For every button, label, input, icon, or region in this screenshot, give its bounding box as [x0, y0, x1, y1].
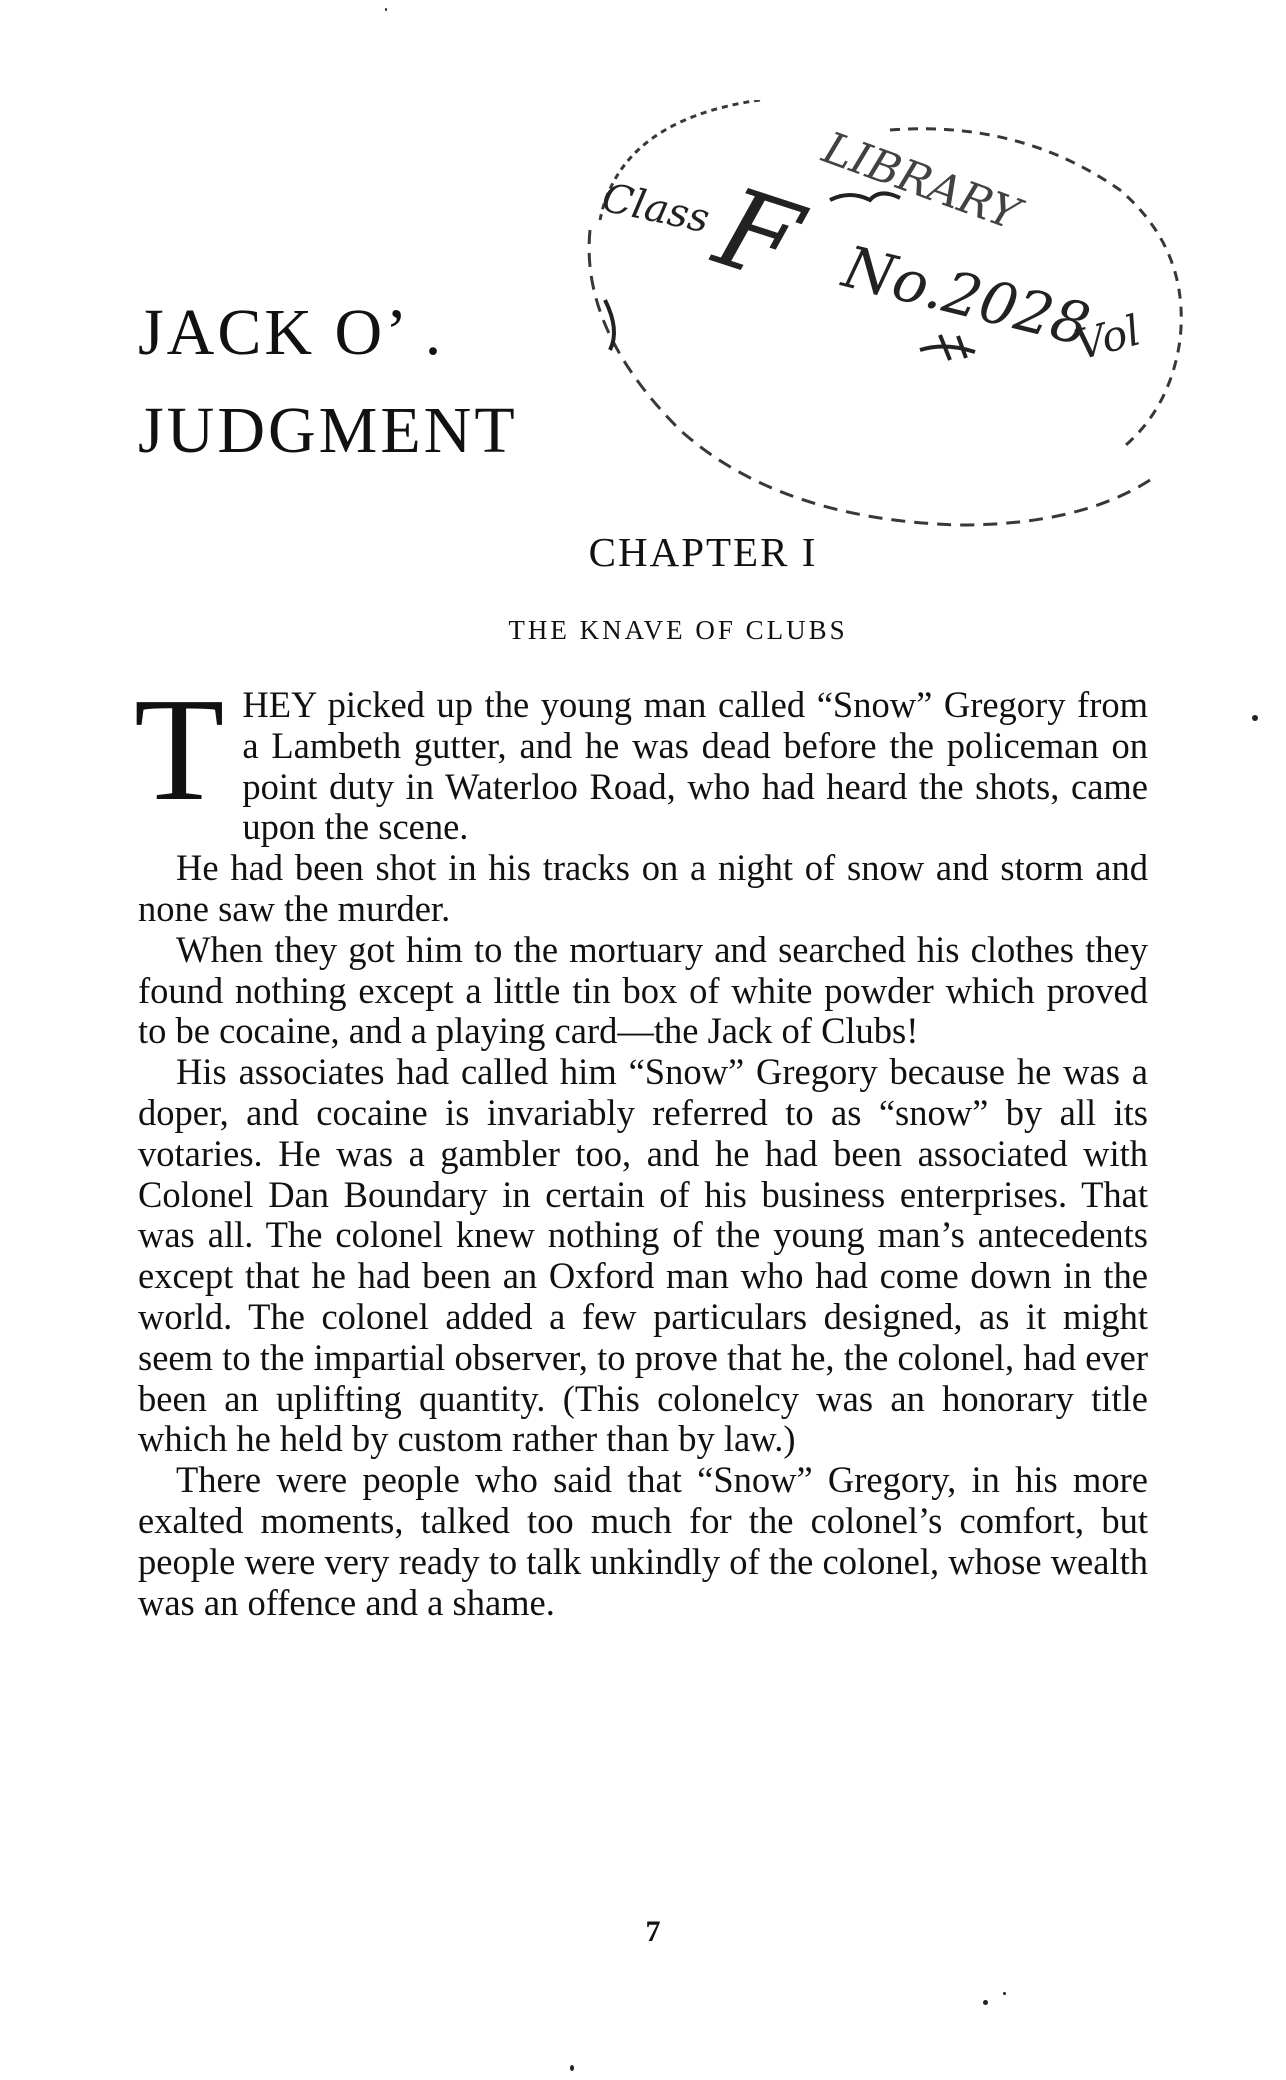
- stamp-vol-text: Vol: [1069, 305, 1146, 370]
- paragraph-1: [134, 668, 1148, 848]
- chapter-body: [134, 668, 1148, 1623]
- stamp-letter-text: F: [701, 162, 815, 309]
- book-title-line-1: JACK O’ .: [138, 296, 445, 369]
- paragraph-5: There were people who said that “Snow” Gregory, in his more exalted moments, talked too much for the colonel’s comfort, but people were very ready to talk unkindly of the colonel, whose wealth was an offence and a shame.: [138, 1459, 1148, 1623]
- ink-speck: [983, 2000, 988, 2005]
- stamp-class-text: Class: [597, 174, 714, 243]
- stamp-library-text: LIBRARY: [816, 122, 1027, 241]
- ink-speck: [570, 2065, 574, 2071]
- chapter-heading: CHAPTER I: [588, 529, 818, 575]
- ink-speck: [1003, 1992, 1006, 1995]
- ink-speck: [1252, 715, 1258, 721]
- paragraph-1-text: HEY picked up the young man called “Snow” Gregory from a Lambeth gutter, and he was dead before the policeman on point duty in Waterloo Road, who had heard the shots, came upon the scene.: [242, 684, 1148, 848]
- paragraph-4: His associates had called him “Snow” Gregory because he was a doper, and cocaine is invariably referred to as “snow” by all its votaries. He was a gambler too, and he had been associated with Colonel Dan Boundary in certain of his business enterprises. That was all. The colonel knew nothing of the young man’s antecedents except that he had been an Oxford man who had come down in the world. The colonel added a few particulars designed, as it might seem to the impartial observer, to prove that he, the colonel, had ever been an uplifting quantity. (This colonelcy was an honorary title which he held by custom rather than by law.): [138, 1051, 1148, 1460]
- book-title-line-2: JUDGMENT: [138, 394, 518, 467]
- ink-speck: [385, 8, 387, 11]
- page-number: 7: [645, 1915, 661, 1948]
- paragraph-2: He had been shot in his tracks on a night of snow and storm and none saw the murder.: [138, 847, 1148, 929]
- paragraph-3: When they got him to the mortuary and searched his clothes they found nothing except a little tin box of white powder which proved to be cocaine, and a playing card—the Jack of Clubs!: [138, 928, 1148, 1052]
- chapter-subtitle: THE KNAVE OF CLUBS: [508, 615, 848, 645]
- drop-cap: T: [134, 668, 225, 832]
- stamp-number-text: No.2028: [836, 232, 1097, 360]
- library-stamp: [560, 100, 1200, 570]
